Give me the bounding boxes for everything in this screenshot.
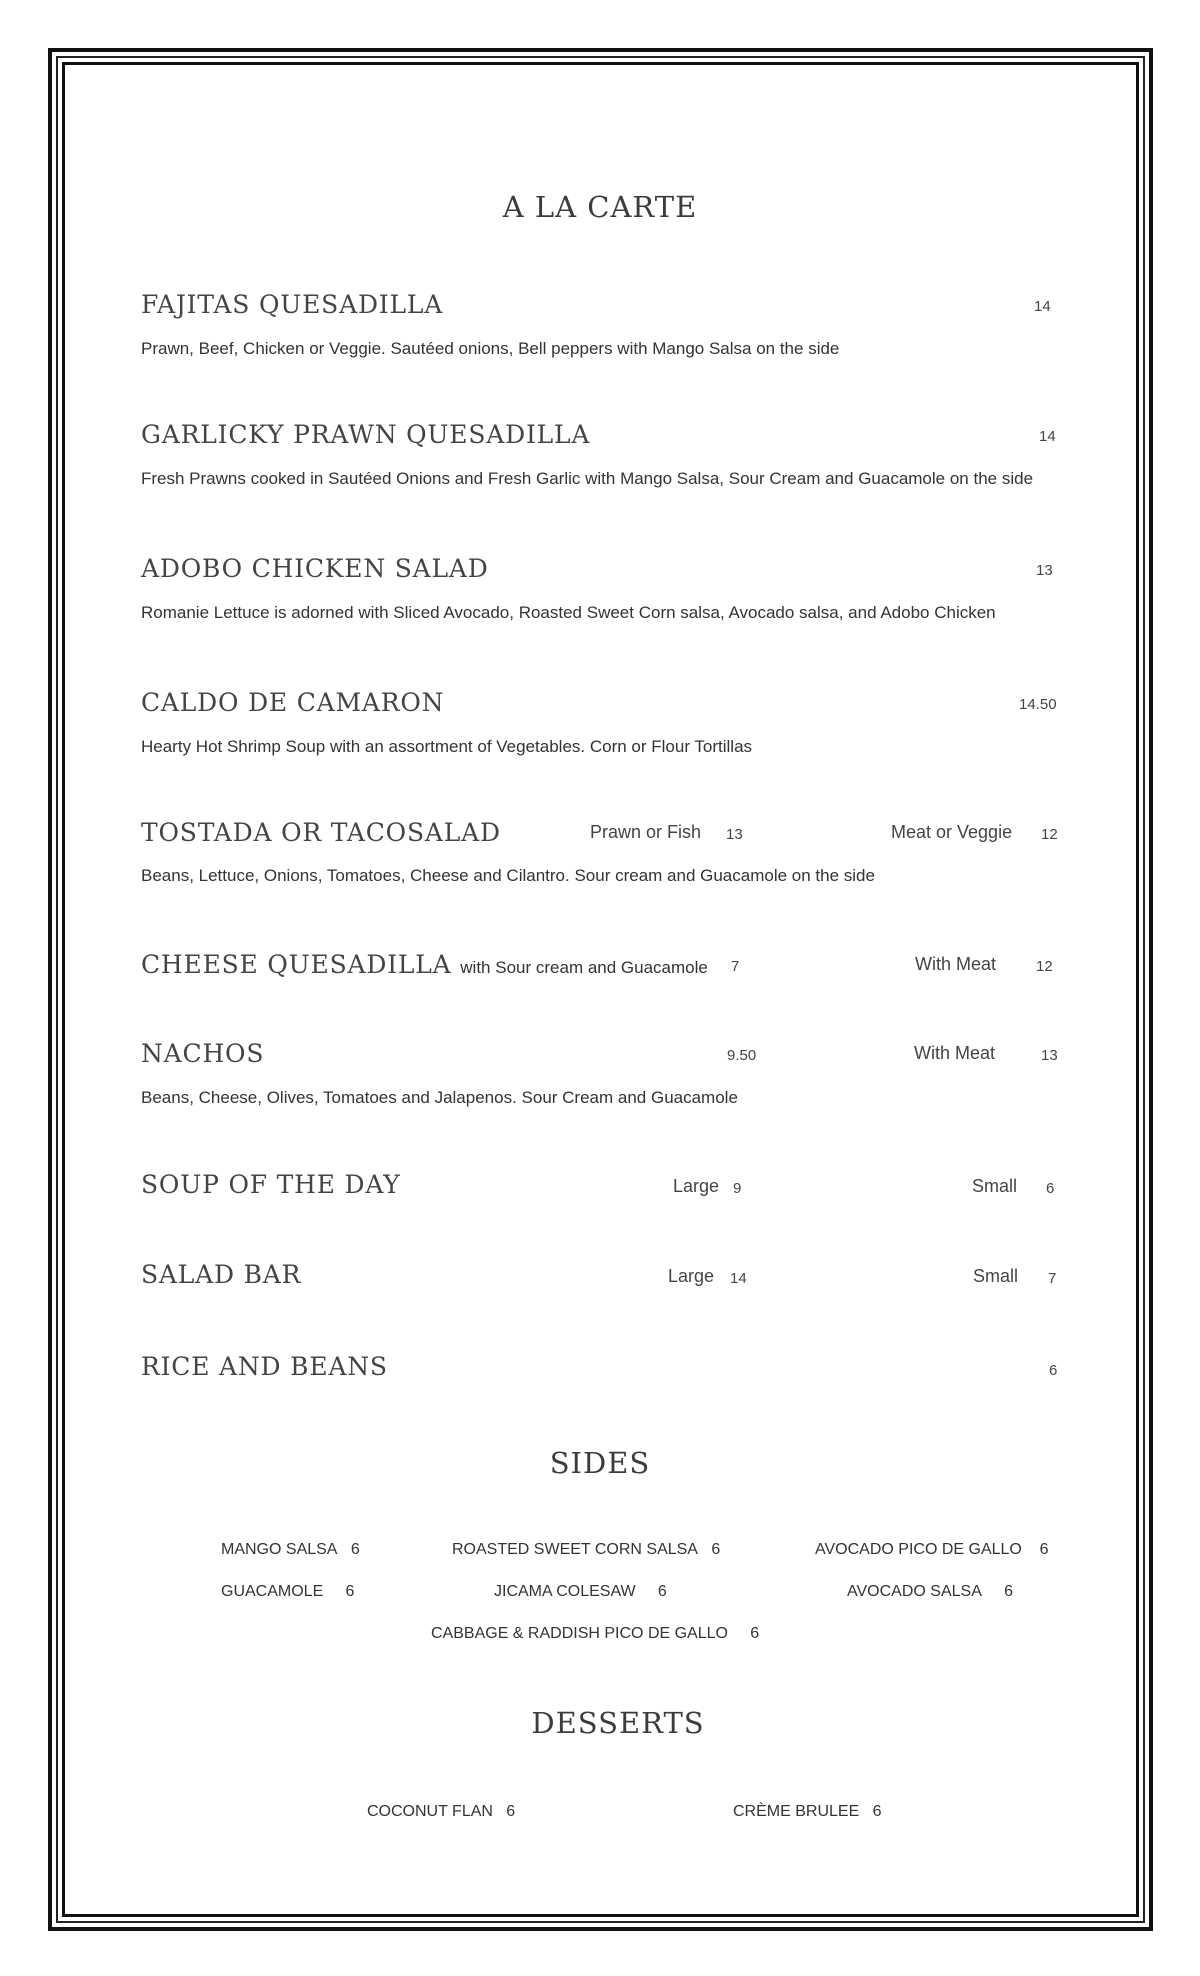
- side-item-price: 6: [1004, 1583, 1013, 1600]
- salad-bar-large-label: Large: [668, 1266, 715, 1286]
- cheese-quesadilla-title: CHEESE QUESADILLA: [141, 950, 452, 979]
- side-item-name: CABBAGE & RADDISH PICO DE GALLO: [431, 1625, 728, 1642]
- nachos-with-meat-price: 13: [1041, 1047, 1058, 1064]
- tostada-option-prawn-fish-price: 13: [726, 826, 743, 843]
- nachos-with-meat-label: With Meat: [914, 1043, 996, 1063]
- side-item: [221, 1541, 360, 1559]
- cheese-quesadilla-price: 7: [731, 958, 740, 975]
- caldo-de-camaron-price: 14.50: [1019, 696, 1057, 713]
- dessert-item: [367, 1803, 515, 1821]
- side-item-price: 6: [750, 1625, 760, 1642]
- side-item: [431, 1625, 759, 1643]
- side-item-name: GUACAMOLE: [221, 1583, 324, 1600]
- tostada-option-meat-veggie-label: Meat or Veggie: [891, 822, 1013, 842]
- dessert-item-name: COCONUT FLAN: [367, 1803, 493, 1820]
- tostada-option-meat-veggie-price: 12: [1041, 826, 1058, 843]
- rice-and-beans-price: 6: [1049, 1362, 1058, 1379]
- cheese-quesadilla-note: with Sour cream and Guacamole: [460, 958, 708, 977]
- tostada-or-tacosalad-description: Beans, Lettuce, Onions, Tomatoes, Cheese and Cilantro. Sour cream and Guacamole on the side: [141, 866, 875, 885]
- side-item-price: 6: [345, 1583, 355, 1600]
- cheese-quesadilla-with-meat-label: With Meat: [915, 954, 997, 974]
- side-item-price: 6: [350, 1541, 360, 1558]
- side-item-price: 6: [657, 1583, 667, 1600]
- cheese-quesadilla-with-meat-price: 12: [1036, 958, 1053, 975]
- dessert-item: [733, 1803, 882, 1821]
- side-item-name: ROASTED SWEET CORN SALSA: [452, 1541, 698, 1558]
- side-item-name: AVOCADO PICO DE GALLO: [815, 1541, 1022, 1558]
- garlicky-prawn-quesadilla-name: GARLICKY PRAWN QUESADILLA: [141, 420, 591, 449]
- dessert-item-price: 6: [872, 1803, 882, 1820]
- a-la-carte-title: A LA CARTE: [502, 190, 698, 224]
- fajitas-quesadilla-description: Prawn, Beef, Chicken or Veggie. Sautéed onions, Bell peppers with Mango Salsa on the side: [141, 339, 840, 358]
- side-item-price: 6: [711, 1541, 721, 1558]
- garlicky-prawn-quesadilla-price: 14: [1039, 428, 1056, 445]
- tostada-option-prawn-fish-label: Prawn or Fish: [590, 822, 702, 842]
- dessert-item-name: CRÈME BRULEE: [733, 1803, 860, 1820]
- salad-bar-name: SALAD BAR: [141, 1260, 302, 1289]
- salad-bar-small-price: 7: [1048, 1270, 1057, 1287]
- side-item: [847, 1583, 1013, 1601]
- soup-large-label: Large: [673, 1176, 720, 1196]
- garlicky-prawn-quesadilla-description: Fresh Prawns cooked in Sautéed Onions and Fresh Garlic with Mango Salsa, Sour Cream and Guacamole on the side: [141, 469, 1034, 488]
- rice-and-beans-name: RICE AND BEANS: [141, 1352, 388, 1381]
- side-item-price: 6: [1039, 1541, 1049, 1558]
- soup-large-price: 9: [733, 1180, 742, 1197]
- side-item: [815, 1541, 1049, 1559]
- adobo-chicken-salad-description: Romanie Lettuce is adorned with Sliced Avocado, Roasted Sweet Corn salsa, Avocado salsa, and Adobo Chicken: [141, 603, 996, 622]
- side-item: [452, 1541, 720, 1559]
- fajitas-quesadilla-name: FAJITAS QUESADILLA: [141, 290, 444, 319]
- soup-small-label: Small: [972, 1176, 1018, 1196]
- adobo-chicken-salad-name: ADOBO CHICKEN SALAD: [141, 554, 489, 583]
- side-item-name: JICAMA COLESAW: [494, 1583, 636, 1600]
- dessert-item-price: 6: [506, 1803, 516, 1820]
- tostada-or-tacosalad-name: TOSTADA OR TACOSALAD: [141, 818, 501, 847]
- side-item: [494, 1583, 667, 1601]
- side-item: [221, 1583, 354, 1601]
- side-item-name: MANGO SALSA: [221, 1541, 338, 1558]
- salad-bar-large-price: 14: [730, 1270, 747, 1287]
- sides-title: SIDES: [549, 1446, 651, 1480]
- caldo-de-camaron-name: CALDO DE CAMARON: [141, 688, 445, 717]
- nachos-description: Beans, Cheese, Olives, Tomatoes and Jalapenos. Sour Cream and Guacamole: [141, 1088, 738, 1107]
- desserts-title: DESSERTS: [531, 1706, 705, 1740]
- nachos-name: NACHOS: [141, 1039, 265, 1068]
- cheese-quesadilla-name: [141, 950, 708, 979]
- side-item-name: AVOCADO SALSA: [847, 1583, 982, 1600]
- soup-small-price: 6: [1046, 1180, 1055, 1197]
- salad-bar-small-label: Small: [973, 1266, 1019, 1286]
- adobo-chicken-salad-price: 13: [1036, 562, 1053, 579]
- soup-of-the-day-name: SOUP OF THE DAY: [141, 1170, 401, 1199]
- nachos-price: 9.50: [727, 1047, 757, 1064]
- fajitas-quesadilla-price: 14: [1034, 298, 1051, 315]
- caldo-de-camaron-description: Hearty Hot Shrimp Soup with an assortment of Vegetables. Corn or Flour Tortillas: [141, 737, 753, 756]
